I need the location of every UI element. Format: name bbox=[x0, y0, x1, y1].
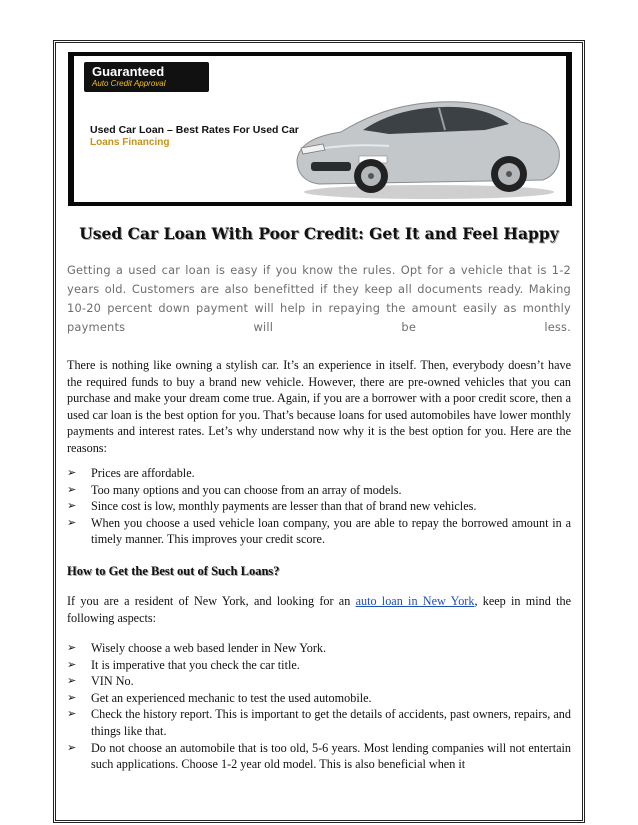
arrow-bullet-icon: ➢ bbox=[67, 741, 77, 754]
list-item-text: Prices are affordable. bbox=[91, 466, 195, 480]
arrow-bullet-icon: ➢ bbox=[67, 675, 77, 688]
intro-paragraph: There is nothing like owning a stylish car. It’s an experience in itself. Then, everybody doesn’t have the required funds to buy a brand new vehicle. However, there are pre-owned vehicles that you can purchase and make your dream come true. Again, if you are a borrower with a poor credit score, then a used car loan is the best option for you. That’s because loans for used automobiles have lower monthly payments and interest rates. Let’s why understand now why it is the best option for you. Here are the reasons: bbox=[67, 358, 571, 455]
auto-loan-new-york-link[interactable]: auto loan in New York bbox=[355, 594, 475, 608]
logo-tagline: Auto Credit Approval bbox=[92, 79, 166, 88]
aspects-list bbox=[67, 640, 571, 773]
intro-summary: Getting a used car loan is easy if you know the rules. Opt for a vehicle that is 1-2 years old. Customers are also benefitted if they keep all documents ready. Making 10-20 percent down payment will help in repaying the amount easily as monthly payments will be less. bbox=[67, 263, 571, 334]
arrow-bullet-icon: ➢ bbox=[67, 708, 77, 721]
page-title: Used Car Loan With Poor Credit: Get It and Feel Happy bbox=[79, 224, 559, 243]
arrow-bullet-icon: ➢ bbox=[67, 691, 77, 704]
arrow-bullet-icon: ➢ bbox=[67, 467, 77, 479]
section-heading: How to Get the Best out of Such Loans? bbox=[67, 564, 280, 578]
list-item bbox=[67, 740, 571, 773]
list-item-text: It is imperative that you check the car title. bbox=[91, 657, 300, 672]
new-york-paragraph bbox=[67, 593, 571, 626]
list-item-text: Check the history report. This is important to get the details of accidents, past owners, repairs, and things like that. bbox=[91, 707, 571, 738]
reasons-list bbox=[67, 465, 571, 548]
list-item bbox=[67, 690, 571, 707]
list-item-text: Since cost is low, monthly payments are lesser than that of brand new vehicles. bbox=[91, 499, 477, 514]
list-item bbox=[67, 640, 571, 657]
list-item bbox=[67, 657, 571, 674]
list-item bbox=[67, 465, 571, 482]
list-item bbox=[67, 673, 571, 690]
list-item-text: Get an experienced mechanic to test the used automobile. bbox=[91, 690, 372, 705]
list-item bbox=[67, 498, 571, 515]
list-item-text: Wisely choose a web based lender in New York. bbox=[91, 641, 327, 655]
car-image bbox=[289, 80, 565, 202]
arrow-bullet-icon: ➢ bbox=[67, 483, 77, 496]
logo bbox=[84, 62, 209, 92]
arrow-bullet-icon: ➢ bbox=[67, 500, 77, 513]
list-item-text: Do not choose an automobile that is too old, 5-6 years. Most lending companies will not entertain such applications. Choose 1-2 year old model. This is also beneficial when it bbox=[91, 740, 571, 772]
list-item-text: When you choose a used vehicle loan company, you are able to repay the borrowed amount in a timely manner. This improves your credit score. bbox=[91, 515, 571, 547]
arrow-bullet-icon: ➢ bbox=[67, 658, 77, 671]
list-item bbox=[67, 515, 571, 548]
list-item bbox=[67, 482, 571, 499]
banner-content bbox=[74, 56, 566, 202]
banner-title: Used Car Loan – Best Rates For Used Car bbox=[90, 124, 299, 136]
arrow-bullet-icon: ➢ bbox=[67, 642, 77, 654]
arrow-bullet-icon: ➢ bbox=[67, 516, 77, 529]
paragraph-text-after: , keep in mind the following aspects: bbox=[67, 594, 571, 625]
list-item-text: VIN No. bbox=[91, 674, 134, 689]
paragraph-text-before: If you are a resident of New York, and looking for an bbox=[67, 594, 356, 608]
banner-subtitle: Loans Financing bbox=[90, 137, 170, 148]
list-item bbox=[67, 706, 571, 739]
list-item-text: Too many options and you can choose from an array of models. bbox=[91, 482, 402, 497]
header-banner bbox=[68, 52, 572, 206]
logo-name: Guaranteed bbox=[92, 64, 165, 79]
